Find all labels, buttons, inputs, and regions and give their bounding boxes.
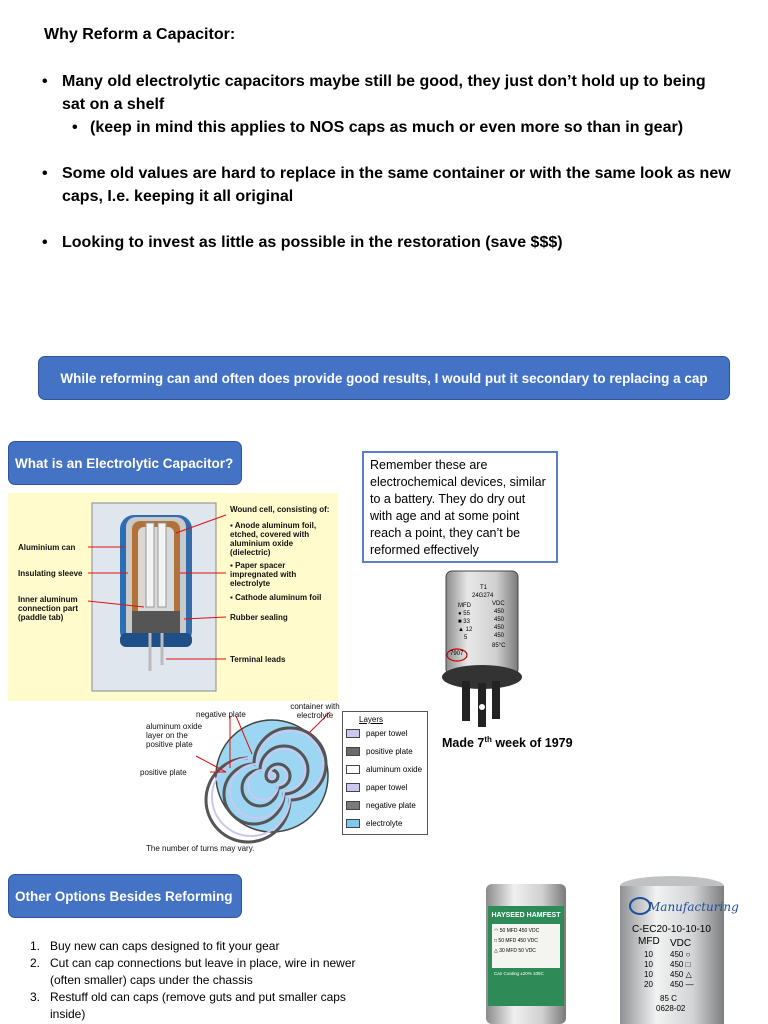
bullet-icon: • [42, 234, 48, 251]
ce-vdc: VDC [670, 938, 692, 949]
layer-row [346, 801, 416, 810]
layer-label: negative plate [366, 801, 416, 810]
option-item [30, 989, 370, 1023]
old-cap-v2: ■ 33 [458, 619, 470, 625]
old-cap-date: 7907 [450, 651, 464, 657]
label-terminal-leads: Terminal leads [230, 655, 286, 664]
label-anode-foil-text: Anode aluminum foil, etched, covered with aluminium oxide (dielectric) [230, 521, 317, 557]
label-aluminum-oxide: aluminum oxide layer on the positive plate [146, 722, 203, 749]
label-wound-cell: Wound cell, consisting of: [230, 505, 330, 514]
bullet-icon: • [42, 73, 48, 90]
old-cap-v2-text: 33 [463, 619, 470, 625]
ce-vdc-row: 450 — [670, 980, 694, 989]
old-cap-r4: 450 [494, 633, 505, 639]
old-cap-vdc: VDC [492, 601, 505, 607]
hayseed-footer: Can Coating ±20% 105C [494, 971, 544, 976]
date-caption-sup: th [484, 735, 492, 744]
spiral-caption: The number of turns may vary. [146, 844, 255, 853]
hayseed-row-text: 50 MFD 450 VDC [498, 938, 538, 944]
note-box: Remember these are electrochemical devices, similar to a battery. They do dry out with age and at some point reach a point, they can’t be reformed effectively [362, 451, 558, 563]
old-cap-line1: T1 [480, 585, 488, 591]
layer-row [346, 765, 422, 774]
option-number: 1. [30, 939, 41, 953]
section-heading-options: Other Options Besides Reforming [8, 874, 242, 918]
ce-model: C-EC20-10-10-10 [632, 924, 711, 935]
old-can-capacitor-photo [440, 565, 530, 735]
options-list [30, 938, 370, 1023]
ce-vdc-value: 450 [670, 960, 684, 969]
section-heading-electrolytic: What is an Electrolytic Capacitor? [8, 441, 242, 485]
bullet-item [42, 70, 742, 116]
label-negative-plate: negative plate [196, 710, 246, 719]
sub-bullet-item [72, 116, 742, 139]
old-cap-r2: 450 [494, 617, 505, 623]
old-cap-v4: 5 [464, 635, 468, 641]
ce-mfd-value: 20 [644, 980, 653, 989]
ce-vdc-row: 450 □ [670, 960, 691, 969]
bullet-text: Looking to invest as little as possible in the restoration (save $$$) [62, 234, 563, 251]
ce-code: 0628-02 [656, 1004, 686, 1013]
option-number: 2. [30, 956, 41, 970]
layer-label: paper towel [366, 729, 408, 738]
label-paper-spacer-text: Paper spacer impregnated with electrolyte [230, 561, 297, 588]
old-cap-v1: ● 55 [458, 611, 470, 617]
label-anode-foil: ▪ Anode aluminum foil, etched, covered with aluminium oxide (dielectric) [230, 521, 317, 557]
ce-mfd: MFD [638, 936, 660, 947]
old-cap-r3: 450 [494, 625, 505, 631]
label-aluminium-can: Aluminium can [18, 543, 76, 552]
label-paper-spacer: ▪ Paper spacer impregnated with electrolyte [230, 561, 297, 588]
bullet-icon: • [72, 119, 78, 136]
hayseed-brand: HAYSEED HAMFEST [491, 912, 561, 919]
option-text: Restuff old can caps (remove guts and put smaller caps inside) [50, 990, 346, 1021]
old-cap-v1-text: 55 [463, 611, 470, 617]
old-cap-r1: 450 [494, 609, 505, 615]
layer-label: electrolyte [366, 819, 403, 828]
ce-vdc-value: 450 [670, 980, 684, 989]
date-caption-main: Made 7 [442, 736, 485, 751]
ce-vdc-value: 450 [670, 950, 684, 959]
callout-banner: While reforming can and often does provide good results, I would put it secondary to replacing a cap [38, 356, 730, 400]
layer-row [346, 747, 413, 756]
hayseed-row-text: 30 MFD 50 VDC [499, 948, 536, 954]
option-item [30, 938, 370, 955]
layers-legend [342, 711, 428, 835]
ce-temp: 85 C [660, 994, 677, 1003]
old-cap-line2: 24G274 [472, 593, 494, 599]
label-inner-connection: Inner aluminum connection part (paddle tab) [18, 595, 79, 622]
label-insulating-sleeve: Insulating sleeve [18, 569, 83, 578]
layer-swatch [346, 747, 360, 756]
ce-vdc-row: 450 △ [670, 970, 692, 979]
page-title: Why Reform a Capacitor: [44, 26, 236, 43]
hayseed-row: ◠ 50 MFD 450 VDC [494, 928, 540, 934]
label-cathode-foil: ▪ Cathode aluminum foil [230, 593, 322, 602]
layer-swatch [346, 783, 360, 792]
label-rubber-sealing: Rubber sealing [230, 613, 288, 622]
date-caption-rest: week of 1979 [491, 736, 573, 751]
ce-values-left [644, 950, 653, 990]
reasons-list [42, 70, 742, 277]
ce-mfd-value: 10 [644, 970, 653, 979]
old-cap-v3-text: 12 [465, 627, 473, 633]
label-container: container with electrolyte [290, 702, 340, 720]
ce-manufacturing-can-capacitor-photo [612, 872, 739, 1024]
hayseed-row-text: 50 MFD 450 VDC [499, 928, 540, 934]
option-text: Buy new can caps designed to fit your gear [50, 939, 280, 953]
bullet-item [42, 231, 742, 254]
sub-bullet-text: (keep in mind this applies to NOS caps as much or even more so than in gear) [90, 119, 684, 136]
layer-row [346, 783, 407, 792]
bullet-item [42, 162, 742, 208]
date-caption [442, 731, 573, 752]
hayseed-row: □ 50 MFD 450 VDC [494, 938, 538, 944]
ce-mfd-value: 10 [644, 950, 653, 959]
layer-row [346, 729, 407, 738]
old-cap-temp: 85°C [492, 643, 506, 649]
layer-row [346, 819, 402, 828]
layer-label: positive plate [366, 747, 413, 756]
ce-brand: Manufacturing [648, 900, 739, 914]
label-positive-plate: positive plate [140, 768, 187, 777]
layer-swatch [346, 729, 360, 738]
bullet-text: Many old electrolytic capacitors maybe still be good, they just don’t hold up to being sat on a shelf [62, 73, 706, 113]
old-cap-v3: ▲ 12 [458, 627, 473, 633]
hayseed-can-capacitor-photo [476, 878, 572, 1024]
layer-label: aluminum oxide [366, 765, 423, 774]
layers-heading: Layers [359, 715, 384, 724]
layer-swatch [346, 801, 360, 810]
layer-label: paper towel [366, 783, 408, 792]
bullet-text: Some old values are hard to replace in the same container or with the same look as new caps, I.e. keeping it all original [62, 165, 731, 205]
old-cap-mfd: MFD [458, 603, 471, 609]
option-number: 3. [30, 990, 41, 1004]
ce-vdc-row: 450 ○ [670, 950, 691, 959]
hayseed-row: △ 30 MFD 50 VDC [494, 948, 536, 954]
label-cathode-foil-text: Cathode aluminum foil [235, 593, 322, 602]
layer-swatch [346, 765, 360, 774]
option-item [30, 955, 370, 989]
ce-values-right [670, 950, 694, 990]
capacitor-cutaway-diagram [8, 493, 338, 701]
ce-vdc-value: 450 [670, 970, 684, 979]
bullet-icon: • [42, 165, 48, 182]
layer-swatch [346, 819, 360, 828]
option-text: Cut can cap connections but leave in place, wire in newer (often smaller) caps under the chassis [50, 956, 356, 987]
ce-mfd-value: 10 [644, 960, 653, 969]
